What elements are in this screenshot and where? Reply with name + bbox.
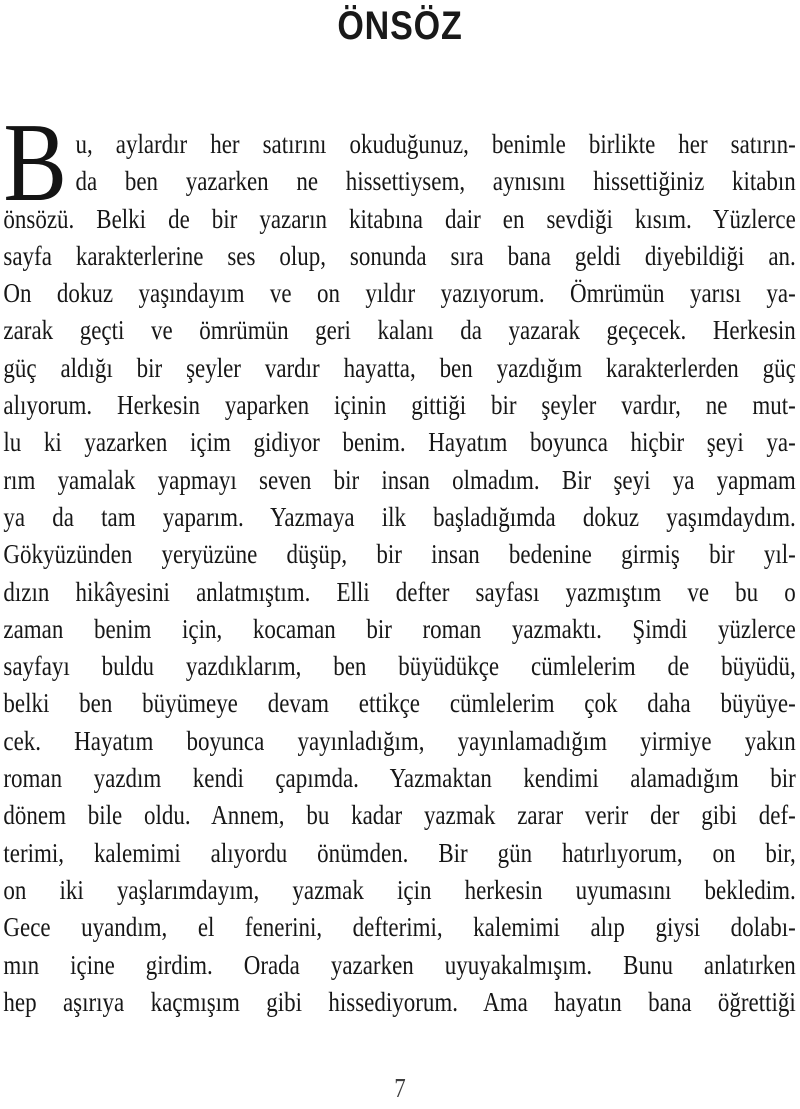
text-line: on iki yaşlarımdayım, yazmak için herkesin uyumasını bekledim. (3, 874, 796, 905)
drop-cap: B (3, 101, 67, 225)
text-line: On dokuz yaşındayım ve on yıldır yazıyorum. Ömrümün yarısı ya- (3, 278, 796, 309)
text-line: cek. Hayatım boyunca yayınladığım, yayınlamadığım yirmiye yakın (3, 725, 796, 756)
page-title: ÖNSÖZ (337, 4, 463, 48)
text-line: güç aldığı bir şeyler vardır hayatta, ben yazdığım karakterlerden güç (3, 352, 796, 383)
text-line: Gece uyandım, el fenerini, defterimi, kalemimi alıp giysi dolabı- (3, 912, 796, 943)
text-line: zaman benim için, kocaman bir roman yazmaktı. Şimdi yüzlerce (3, 613, 796, 644)
text-line: roman yazdım kendi çapımda. Yazmaktan kendimi alamadığım bir (3, 763, 796, 794)
text-line: da ben yazarken ne hissettiysem, aynısını hissettiğiniz kitabın (75, 166, 796, 197)
text-line: ya da tam yaparım. Yazmaya ilk başladığımda dokuz yaşımdaydım. (3, 501, 796, 532)
page-number: 7 (394, 1073, 406, 1104)
text-line: sayfa karakterlerine ses olup, sonunda sıra bana geldi diyebildiği an. (3, 240, 796, 271)
text-line: Gökyüzünden yeryüzüne düşüp, bir insan bedenine girmiş bir yıl- (3, 539, 796, 570)
text-line: hep aşırıya kaçmışım gibi hissediyorum. Ama hayatın bana öğrettiği (3, 986, 796, 1017)
body-text (0, 101, 800, 1021)
text-line: dönem bile oldu. Annem, bu kadar yazmak zarar verir der gibi def- (3, 800, 796, 831)
book-page (0, 2, 800, 1103)
text-line: önsözü. Belki de bir yazarın kitabına dair en sevdiği kısım. Yüzlerce (3, 203, 796, 234)
text-line: mın içine girdim. Orada yazarken uyuyakalmışım. Bunu anlatırken (3, 949, 796, 980)
text-line: belki ben büyümeye devam ettikçe cümlelerim çok daha büyüye- (3, 688, 796, 719)
text-line: lu ki yazarken içim gidiyor benim. Hayatım boyunca hiçbir şeyi ya- (3, 427, 796, 458)
text-line: sayfayı buldu yazdıklarım, ben büyüdükçe cümlelerim de büyüdü, (3, 651, 796, 682)
text-line: alıyorum. Herkesin yaparken içinin gittiği bir şeyler vardır, ne mut- (3, 390, 796, 421)
text-line: terimi, kalemimi alıyordu önümden. Bir gün hatırlıyorum, on bir, (3, 837, 796, 868)
text-line: u, aylardır her satırını okuduğunuz, benimle birlikte her satırın- (75, 129, 796, 159)
text-line: zarak geçti ve ömrümün geri kalanı da yazarak geçecek. Herkesin (3, 315, 796, 346)
text-line: rım yamalak yapmayı seven bir insan olmadım. Bir şeyi ya yapmam (3, 464, 796, 495)
text-line: dızın hikâyesini anlatmıştım. Elli defter sayfası yazmıştım ve bu o (3, 576, 796, 607)
